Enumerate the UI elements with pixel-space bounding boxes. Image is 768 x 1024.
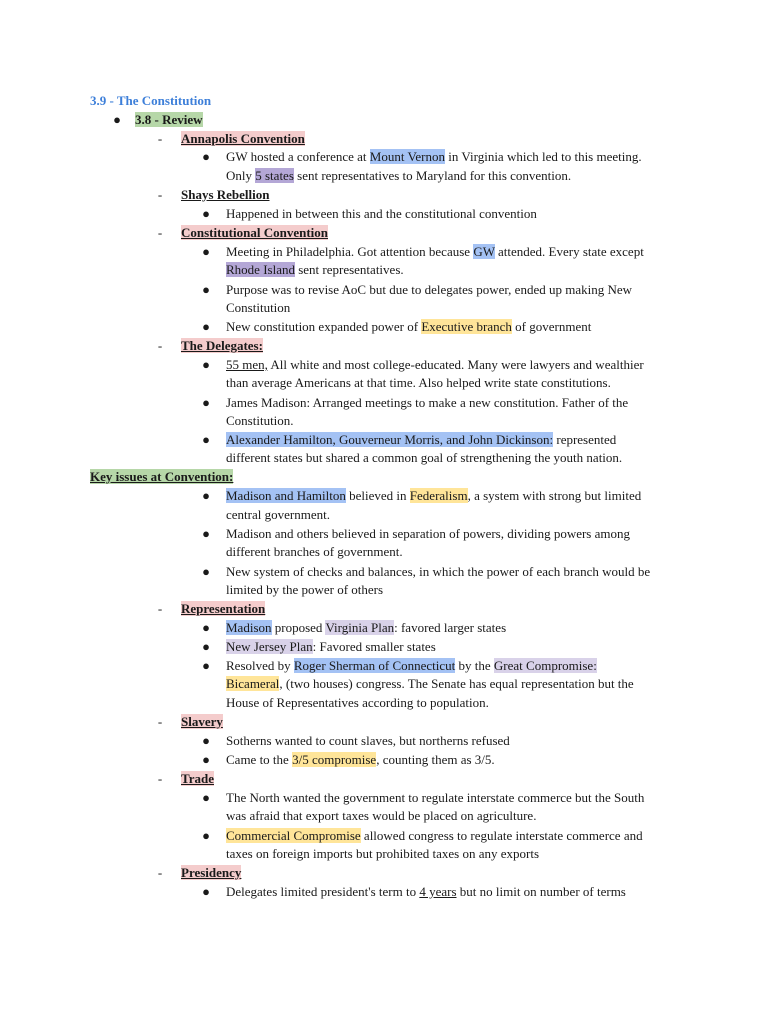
- highlight: Alexander Hamilton, Gouverneur Morris, and John Dickinson:: [226, 432, 554, 447]
- bullet: ●: [202, 564, 210, 579]
- trade-heading: Trade: [181, 771, 214, 786]
- note-line: Commercial Compromise allowed congress to regulate interstate commerce and: [226, 828, 643, 843]
- convention-heading: Constitutional Convention: [181, 225, 328, 240]
- highlight: Mount Vernon: [369, 149, 446, 164]
- note-line: Bicameral, (two houses) congress. The Senate has equal representation but the: [226, 676, 634, 691]
- highlight: Bicameral: [226, 676, 280, 691]
- dash: -: [157, 865, 163, 880]
- note-line: New constitution expanded power of Executive branch of government: [226, 319, 592, 334]
- note-line: Constitution: [226, 300, 291, 315]
- section-heading: [181, 713, 223, 731]
- dash: -: [157, 187, 163, 202]
- note-line: 55 men, All white and most college-educated. Many were lawyers and wealthier: [226, 357, 644, 372]
- section-heading: [90, 468, 233, 486]
- note-line: different branches of government.: [226, 544, 403, 559]
- delegates-heading: The Delegates:: [181, 338, 263, 353]
- bullet: ●: [202, 395, 210, 410]
- section-heading: [181, 337, 263, 355]
- highlight: Madison: [226, 620, 272, 635]
- note-line: Delegates limited president's term to 4 years but no limit on number of terms: [226, 884, 626, 899]
- highlight: Federalism: [409, 488, 468, 503]
- shays-heading: Shays Rebellion: [181, 187, 270, 202]
- dash: -: [157, 714, 163, 729]
- note-line: taxes on foreign imports but prohibited taxes on any exports: [226, 846, 540, 861]
- note-line: Only 5 states sent representatives to Maryland for this convention.: [226, 168, 572, 183]
- highlight: New Jersey Plan: [226, 639, 313, 654]
- note-line: Sotherns wanted to count slaves, but northerns refused: [226, 733, 510, 748]
- note-line: was afraid that export taxes would be placed on agriculture.: [226, 808, 537, 823]
- note-line: Madison and others believed in separation of powers, dividing powers among: [226, 526, 630, 541]
- note-line: New Jersey Plan: Favored smaller states: [226, 639, 436, 654]
- note-line: James Madison: Arranged meetings to make a new constitution. Father of the: [226, 395, 629, 410]
- representation-heading: Representation: [181, 601, 266, 616]
- highlight: Great Compromise:: [493, 658, 597, 673]
- dash: -: [157, 225, 163, 240]
- bullet: ●: [202, 884, 210, 899]
- page-title: 3.9 - The Constitution: [90, 93, 212, 108]
- note-line: than average Americans at that time. Also helped write state constitutions.: [226, 375, 611, 390]
- note-line: Madison and Hamilton believed in Federalism, a system with strong but limited: [226, 488, 642, 503]
- note-line: The North wanted the government to regulate interstate commerce but the South: [226, 790, 645, 805]
- bullet: ●: [202, 733, 210, 748]
- section-heading: [181, 224, 328, 242]
- note-line: House of Representatives according to population.: [226, 695, 489, 710]
- note-line: New system of checks and balances, in which the power of each branch would be: [226, 564, 651, 579]
- note-line: GW hosted a conference at Mount Vernon in Virginia which led to this meeting.: [226, 149, 642, 164]
- bullet: ●: [202, 357, 210, 372]
- review-label: 3.8 - Review: [135, 112, 203, 127]
- note-line: different states but shared a common goal of strengthening the youth nation.: [226, 450, 623, 465]
- note-line: Meeting in Philadelphia. Got attention because GW attended. Every state except: [226, 244, 644, 259]
- dash: -: [157, 601, 163, 616]
- highlight: Roger Sherman of Connecticut: [293, 658, 456, 673]
- section-heading: [181, 600, 265, 618]
- slavery-heading: Slavery: [181, 714, 223, 729]
- bullet: ●: [202, 488, 210, 503]
- note-line: Constitution.: [226, 413, 294, 428]
- annapolis-heading: Annapolis Convention: [181, 131, 305, 146]
- bullet: ●: [202, 658, 210, 673]
- note-line: Rhode Island sent representatives.: [226, 262, 404, 277]
- highlight: 3/5 compromise: [292, 752, 377, 767]
- highlight: Madison and Hamilton: [226, 488, 346, 503]
- review-heading: [135, 111, 203, 129]
- bullet: ●: [202, 526, 210, 541]
- highlight: Executive branch: [421, 319, 512, 334]
- section-heading: [181, 130, 305, 148]
- bullet: ●: [202, 319, 210, 334]
- presidency-heading: Presidency: [181, 865, 242, 880]
- bullet: ●: [202, 752, 210, 767]
- bullet: ●: [202, 620, 210, 635]
- note-line: central government.: [226, 507, 330, 522]
- bullet: ●: [202, 206, 210, 221]
- highlight: GW: [473, 244, 495, 259]
- dash: -: [157, 131, 163, 146]
- bullet: ●: [202, 828, 210, 843]
- highlight: Rhode Island: [226, 262, 295, 277]
- note-line: Came to the 3/5 compromise, counting them as 3/5.: [226, 752, 495, 767]
- dash: -: [157, 338, 163, 353]
- bullet: ●: [113, 112, 121, 127]
- note-line: limited by the power of others: [226, 582, 384, 597]
- section-heading: [181, 864, 241, 882]
- dash: -: [157, 771, 163, 786]
- section-heading: [181, 770, 214, 788]
- bullet: ●: [202, 282, 210, 297]
- key-issues-heading: Key issues at Convention:: [90, 469, 234, 484]
- bullet: ●: [202, 639, 210, 654]
- note-line: Alexander Hamilton, Gouverneur Morris, and John Dickinson: represented: [226, 432, 617, 447]
- note-line: Purpose was to revise AoC but due to delegates power, ended up making New: [226, 282, 633, 297]
- bullet: ●: [202, 244, 210, 259]
- highlight: 5 states: [255, 168, 294, 183]
- note-line: Resolved by Roger Sherman of Connecticut by the Great Compromise:: [226, 658, 597, 673]
- highlight: Commercial Compromise: [226, 828, 361, 843]
- highlight: Virginia Plan: [325, 620, 395, 635]
- bullet: ●: [202, 149, 210, 164]
- bullet: ●: [202, 432, 210, 447]
- note-line: Happened in between this and the constitutional convention: [226, 206, 537, 221]
- note-line: Madison proposed Virginia Plan: favored larger states: [226, 620, 507, 635]
- bullet: ●: [202, 790, 210, 805]
